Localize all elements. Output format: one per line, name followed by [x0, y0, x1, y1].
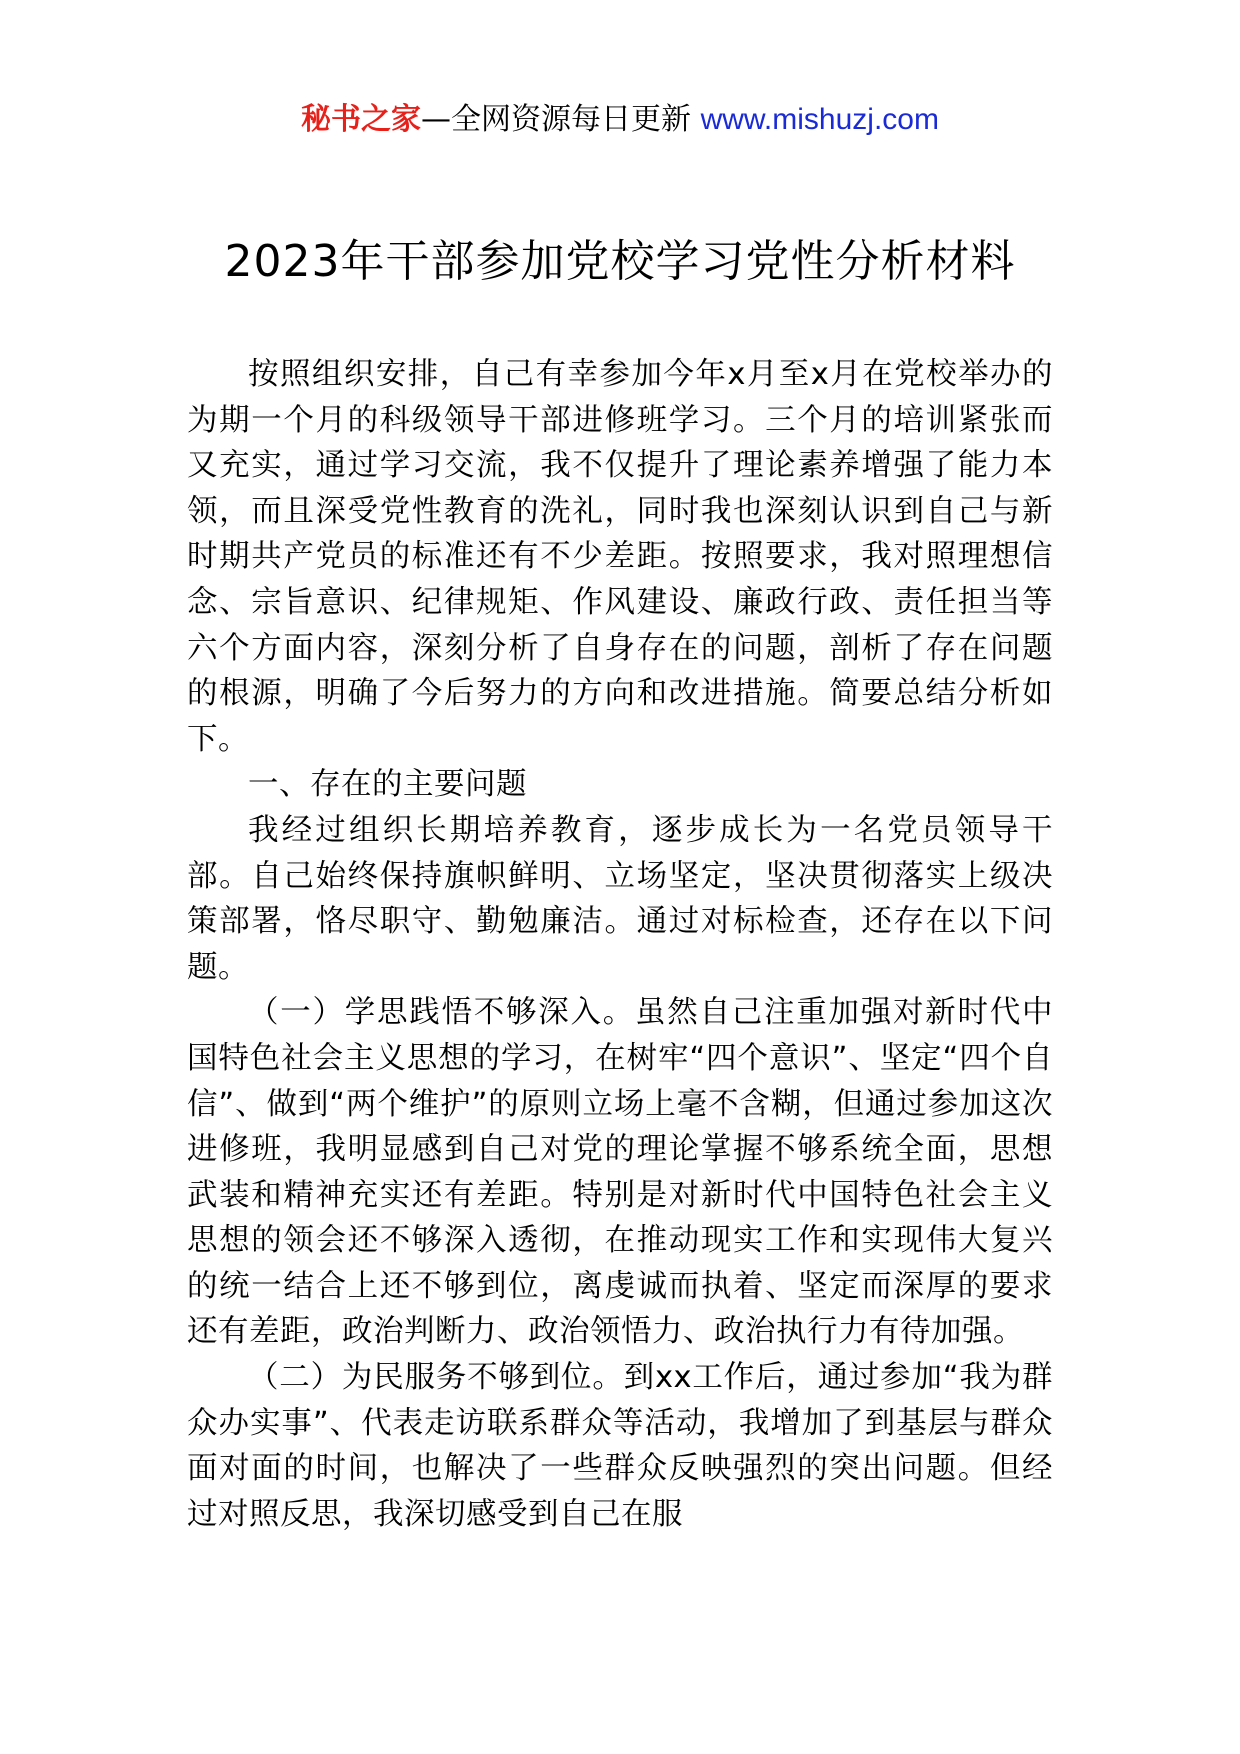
- banner-tagline: —全网资源每日更新: [421, 102, 692, 137]
- paragraph-issue-2: （二）为民服务不够到位。到xx工作后，通过参加“我为群众办实事”、代表走访联系群众等活动，我增加了到基层与群众面对面的时间，也解决了一些群众反映强烈的突出问题。但经过对照反思，我深切感受到自己在服: [187, 1360, 1053, 1532]
- section-heading-1: 一、存在的主要问题: [248, 767, 527, 803]
- paragraph-issue-1: （一）学思践悟不够深入。虽然自己注重加强对新时代中国特色社会主义思想的学习，在树牢“四个意识”、坚定“四个自信”、做到“两个维护”的原则立场上毫不含糊，但通过参加这次进修班，我明显感到自己对党的理论掌握不够系统全面，思想武装和精神充实还有差距。特别是对新时代中国特色社会主义思想的领会还不够深入透彻，在推动现实工作和实现伟大复兴的统一结合上还不够到位，离虔诚而执着、坚定而深厚的要求还有差距，政治判断力、政治领悟力、政治执行力有待加强。: [187, 995, 1053, 1350]
- brand-name: 秘书之家: [301, 102, 422, 137]
- document-body: [187, 352, 1053, 1537]
- document-title: 2023年干部参加党校学习党性分析材料: [224, 236, 1016, 287]
- paragraph-overview: 我经过组织长期培养教育，逐步成长为一名党员领导干部。自己始终保持旗帜鲜明、立场坚定，坚决贯彻落实上级决策部署，恪尽职守、勤勉廉洁。通过对标检查，还存在以下问题。: [187, 812, 1053, 985]
- site-banner: [0, 100, 1240, 140]
- paragraph-intro: 按照组织安排，自己有幸参加今年x月至x月在党校举办的为期一个月的科级领导干部进修班学习。三个月的培训紧张而又充实，通过学习交流，我不仅提升了理论素养增强了能力本领，而且深受党性教育的洗礼，同时我也深刻认识到自己与新时期共产党员的标准还有不少差距。按照要求，我对照理想信念、宗旨意识、纪律规矩、作风建设、廉政行政、责任担当等六个方面内容，深刻分析了自身存在的问题，剖析了存在问题的根源，明确了今后努力的方向和改进措施。简要总结分析如下。: [187, 357, 1053, 757]
- site-url[interactable]: www.mishuzj.com: [700, 103, 939, 136]
